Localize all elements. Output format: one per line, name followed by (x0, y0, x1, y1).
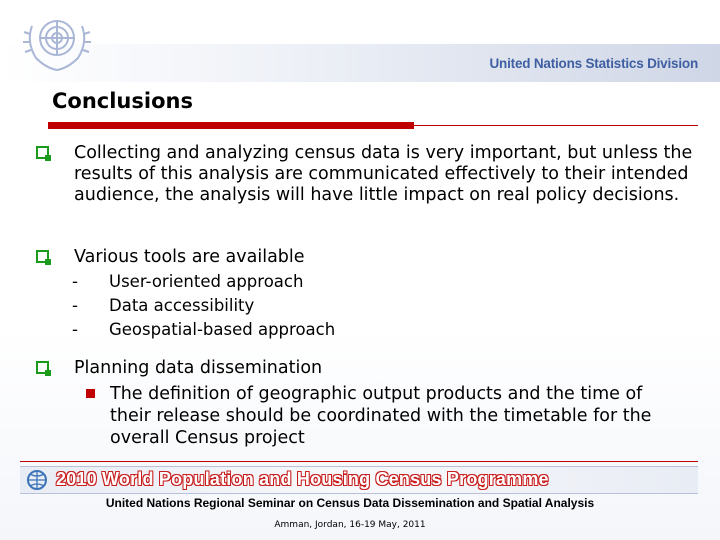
bullet-planning (36, 358, 696, 379)
bullet-text: Various tools are available (74, 247, 305, 267)
slide-title: Conclusions (52, 89, 193, 113)
dash-marker: - (72, 296, 78, 315)
square-bullet-icon (86, 389, 95, 398)
title-accent-bar (48, 122, 414, 129)
programme-banner (20, 466, 698, 494)
sub-bullet-text: The definition of geographic output products and the time of their release should be coordinated with the timetable for the overall Census project (110, 384, 652, 448)
list-item-text: User-oriented approach (109, 272, 304, 291)
list-item-text: Geospatial-based approach (109, 320, 336, 339)
seminar-title: United Nations Regional Seminar on Census Data Dissemination and Spatial Analysis (105, 496, 595, 510)
programme-title: 2010 World Population and Housing Census Programme (56, 469, 549, 489)
globe-icon (24, 469, 50, 491)
dash-marker: - (72, 320, 78, 339)
checkbox-bullet-icon (36, 250, 49, 263)
bullet-tools (36, 247, 696, 268)
bullet-text: Collecting and analyzing census data is very important, but unless the results of this analysis are communicated effectively to their intended audience, the analysis will have little impact on real policy decisions. (74, 143, 693, 205)
seminar-venue: Amman, Jordan, 16-19 May, 2011 (274, 520, 426, 530)
organization-name: United Nations Statistics Division (489, 56, 698, 71)
un-emblem-icon (18, 8, 96, 74)
checkbox-bullet-icon (36, 361, 49, 374)
bullet-collecting (36, 143, 696, 206)
sub-bullet-definition (86, 383, 686, 449)
checkbox-bullet-icon (36, 146, 49, 159)
list-item-text: Data accessibility (109, 296, 255, 315)
footer-divider (20, 461, 698, 462)
dash-marker: - (72, 272, 78, 291)
bullet-text: Planning data dissemination (74, 358, 323, 378)
